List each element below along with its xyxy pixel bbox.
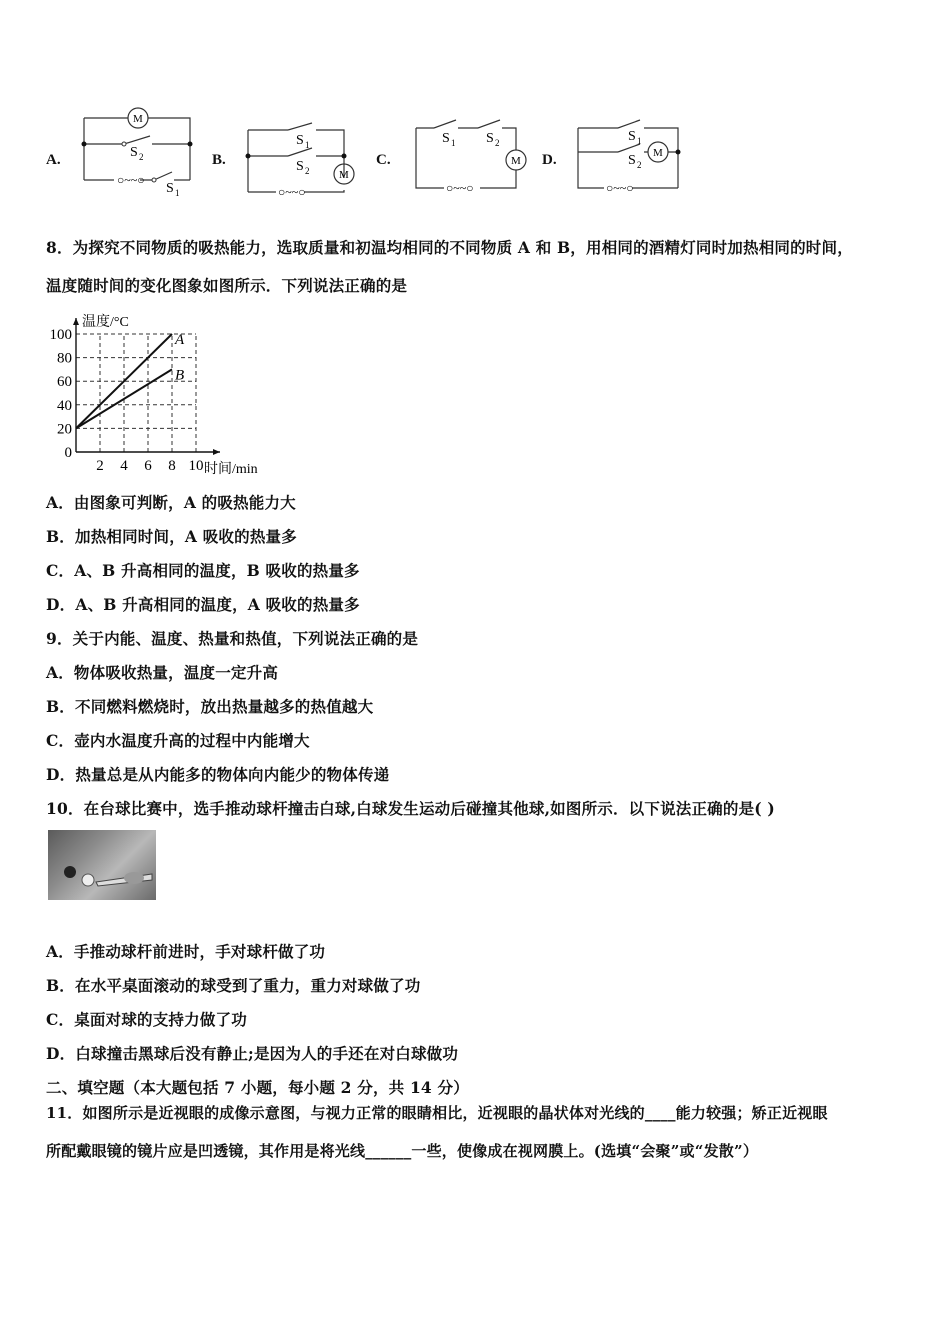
- svg-text:1: 1: [175, 188, 180, 196]
- q9-stem: 9．关于内能、温度、热量和热值，下列说法正确的是: [46, 629, 419, 648]
- billiards-photo: [48, 830, 156, 900]
- q9-option-a: A．物体吸收热量，温度一定升高: [46, 663, 279, 682]
- q9-option-b: B．不同燃料燃烧时，放出热量越多的热值越大: [46, 697, 374, 716]
- q8-stem-line1: 8．为探究不同物质的吸热能力，选取质量和初温均相同的不同物质 A 和 B，用相同的酒精灯同时加热相同的时间，: [46, 238, 853, 257]
- option-b-label: B.: [212, 152, 226, 168]
- y-tick-label: 80: [57, 350, 72, 367]
- chart-axes: [73, 318, 220, 455]
- q8-option-d: D．A、B 升高相同的温度，A 吸收的热量多: [46, 595, 360, 614]
- q10-option-b: B．在水平桌面滚动的球受到了重力，重力对球做了功: [46, 976, 421, 995]
- svg-text:1: 1: [305, 140, 310, 150]
- y-tick-label: 60: [57, 374, 72, 391]
- svg-text:2: 2: [495, 138, 500, 148]
- y-axis-arrow: [73, 318, 79, 325]
- circuit-diagram-a: [78, 104, 196, 196]
- x-tick-label: 4: [120, 458, 128, 474]
- y-tick-label: 0: [64, 445, 72, 461]
- svg-text:M: M: [339, 169, 349, 181]
- svg-text:S: S: [130, 145, 138, 160]
- svg-text:○~~○: ○~~○: [606, 181, 634, 195]
- chart-ylabel: 温度/°C: [82, 315, 129, 330]
- svg-text:2: 2: [139, 152, 144, 162]
- q10-option-a: A．手推动球杆前进时，手对球杆做了功: [46, 942, 326, 961]
- series-label-B: B: [175, 367, 185, 384]
- svg-text:1: 1: [637, 136, 642, 146]
- option-d-label: D.: [542, 152, 557, 168]
- svg-text:S: S: [166, 181, 174, 196]
- chart-grid: [76, 334, 196, 452]
- svg-text:S: S: [486, 131, 494, 146]
- x-tick-label: 8: [168, 458, 176, 474]
- motor-label: M: [133, 113, 143, 125]
- q10-option-d: D．白球撞击黑球后没有静止;是因为人的手还在对白球做功: [46, 1044, 459, 1063]
- y-tick-label: 40: [57, 397, 72, 414]
- svg-text:M: M: [511, 155, 521, 167]
- svg-text:○~~○: ○~~○: [278, 185, 306, 196]
- q8-option-c: C．A、B 升高相同的温度，B 吸收的热量多: [46, 561, 360, 580]
- temperature-time-chart: [40, 306, 290, 476]
- svg-text:S: S: [296, 159, 304, 174]
- y-tick-label: 20: [57, 421, 72, 438]
- x-tick-label: 10: [188, 458, 204, 474]
- svg-text:S: S: [628, 129, 636, 144]
- q10-stem: 10．在台球比赛中，选手推动球杆撞击白球,白球发生运动后碰撞其他球,如图所示．以下说法正确的是( ): [46, 799, 775, 818]
- svg-text:S: S: [296, 133, 304, 148]
- q8-stem-line2: 温度随时间的变化图象如图所示．下列说法正确的是: [46, 276, 408, 295]
- x-axis-arrow: [213, 449, 220, 455]
- q8-option-b: B．加热相同时间，A 吸收的热量多: [46, 527, 297, 546]
- q9-option-d: D．热量总是从内能多的物体向内能少的物体传递: [46, 765, 390, 784]
- q9-option-c: C．壶内水温度升高的过程中内能增大: [46, 731, 310, 750]
- svg-text:1: 1: [451, 138, 456, 148]
- circuit-diagram-d: [570, 116, 688, 196]
- option-a-label: A.: [46, 152, 61, 168]
- x-tick-label: 6: [144, 458, 152, 474]
- svg-text:S: S: [442, 131, 450, 146]
- svg-text:M: M: [653, 147, 663, 159]
- svg-text:○~~○: ○~~○: [446, 181, 474, 195]
- series-label-A: A: [175, 332, 185, 348]
- svg-text:○~~○: ○~~○: [117, 173, 145, 187]
- x-tick-label: 2: [96, 458, 104, 474]
- y-tick-label: 100: [49, 327, 72, 343]
- q8-option-a: A．由图象可判断，A 的吸热能力大: [46, 493, 296, 512]
- chart-series: [76, 332, 185, 428]
- option-c-label: C.: [376, 152, 391, 168]
- circuit-diagram-c: [408, 116, 534, 196]
- section-2-heading: 二、填空题（本大题包括 7 小题，每小题 2 分，共 14 分）: [46, 1078, 469, 1097]
- q11-line2: 所配戴眼镜的镜片应是凹透镜，其作用是将光线______一些，使像成在视网膜上。(选填“会聚”或“发散”）: [46, 1142, 759, 1160]
- svg-text:S: S: [628, 153, 636, 168]
- q11-line1: 11．如图所示是近视眼的成像示意图，与视力正常的眼睛相比，近视眼的晶状体对光线的____能力较强；矫正近视眼: [46, 1104, 828, 1122]
- svg-text:2: 2: [305, 166, 310, 176]
- chart-xlabel: 时间/min: [204, 462, 258, 476]
- q10-option-c: C．桌面对球的支持力做了功: [46, 1010, 247, 1029]
- circuit-diagram-b: [240, 116, 368, 196]
- svg-text:2: 2: [637, 160, 642, 170]
